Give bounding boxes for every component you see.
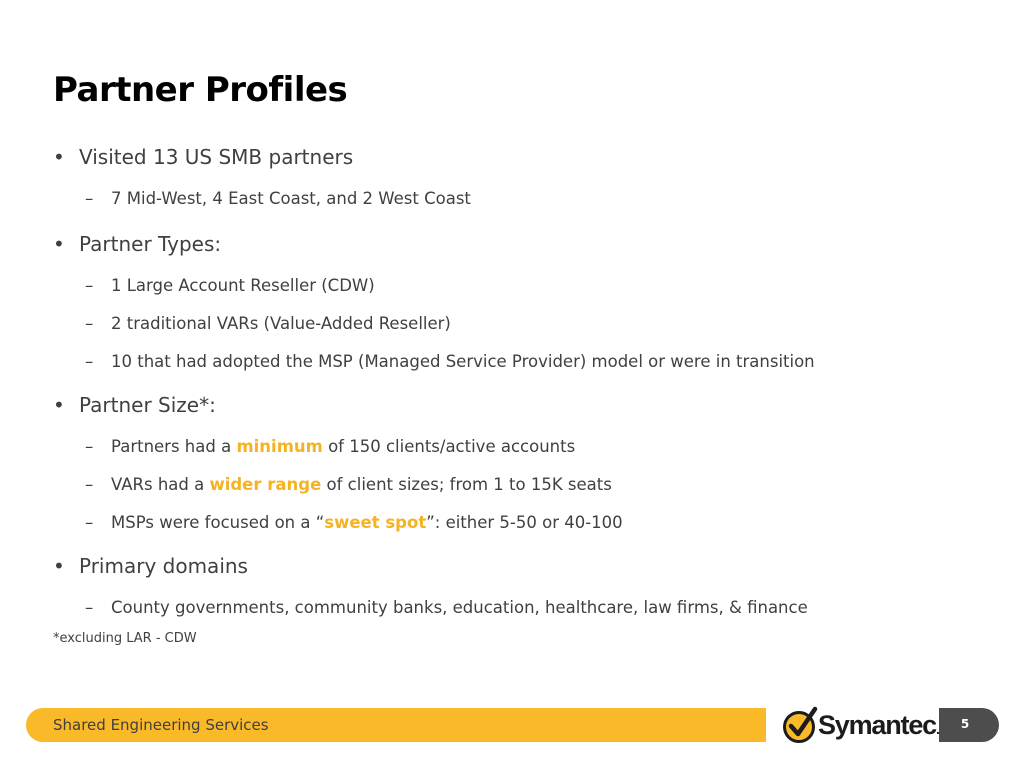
dash-icon: – [85, 352, 94, 371]
sub-bullet-text: County governments, community banks, education, healthcare, law firms, & finance [111, 598, 808, 617]
sub-bullet-text-post: of client sizes; from 1 to 15K seats [321, 475, 612, 494]
sub-bullet-minimum [53, 435, 993, 459]
sub-bullet-sweet-spot [53, 511, 993, 535]
sub-bullet-lar [53, 274, 993, 298]
footer-bar [26, 708, 766, 742]
bullet-icon: • [53, 554, 65, 578]
bullet-text: Partner Size*: [79, 393, 216, 417]
bullet-partner-size [53, 390, 993, 420]
sub-bullet-text-post: of 150 clients/active accounts [322, 437, 576, 456]
sub-bullet-text-pre: VARs had a [111, 475, 210, 494]
bullet-icon: • [53, 232, 65, 256]
sub-bullet-regions [53, 187, 993, 211]
slide-body [53, 142, 993, 620]
sub-bullet-wider-range [53, 473, 993, 497]
sub-bullet-text: 7 Mid-West, 4 East Coast, and 2 West Coast [111, 189, 471, 208]
dash-icon: – [85, 437, 94, 456]
logo-wordmark: Symantec. [818, 710, 939, 740]
checkmark-seal-icon [782, 704, 818, 746]
bullet-visited-partners [53, 142, 993, 172]
symantec-logo [782, 704, 939, 746]
footnote: *excluding LAR - CDW [53, 631, 197, 646]
dash-icon: – [85, 513, 94, 532]
page-number-tab [939, 708, 999, 742]
sub-bullet-text: 1 Large Account Reseller (CDW) [111, 276, 375, 295]
bullet-primary-domains [53, 551, 993, 581]
dash-icon: – [85, 475, 94, 494]
highlight-wider-range: wider range [209, 475, 322, 494]
bullet-text: Visited 13 US SMB partners [79, 145, 354, 169]
bullet-icon: • [53, 393, 65, 417]
bullet-text: Partner Types: [79, 232, 222, 256]
dash-icon: – [85, 189, 94, 208]
highlight-sweet-spot: sweet spot [324, 513, 427, 532]
bullet-partner-types [53, 229, 993, 259]
bullet-icon: • [53, 145, 65, 169]
bullet-text: Primary domains [79, 554, 248, 578]
highlight-minimum: minimum [236, 437, 323, 456]
sub-bullet-text-post: ”: either 5-50 or 40-100 [426, 513, 623, 532]
slide-title: Partner Profiles [53, 70, 348, 110]
dash-icon: – [85, 276, 94, 295]
page-number: 5 [960, 717, 970, 731]
sub-bullet-msp [53, 350, 993, 374]
sub-bullet-text: 2 traditional VARs (Value-Added Reseller) [111, 314, 451, 333]
sub-bullet-text-pre: MSPs were focused on a “ [111, 513, 325, 532]
dash-icon: – [85, 598, 94, 617]
footer-department: Shared Engineering Services [53, 716, 269, 734]
sub-bullet-domains [53, 596, 993, 620]
dash-icon: – [85, 314, 94, 333]
sub-bullet-text: 10 that had adopted the MSP (Managed Service Provider) model or were in transition [111, 352, 815, 371]
sub-bullet-vars [53, 312, 993, 336]
sub-bullet-text-pre: Partners had a [111, 437, 237, 456]
